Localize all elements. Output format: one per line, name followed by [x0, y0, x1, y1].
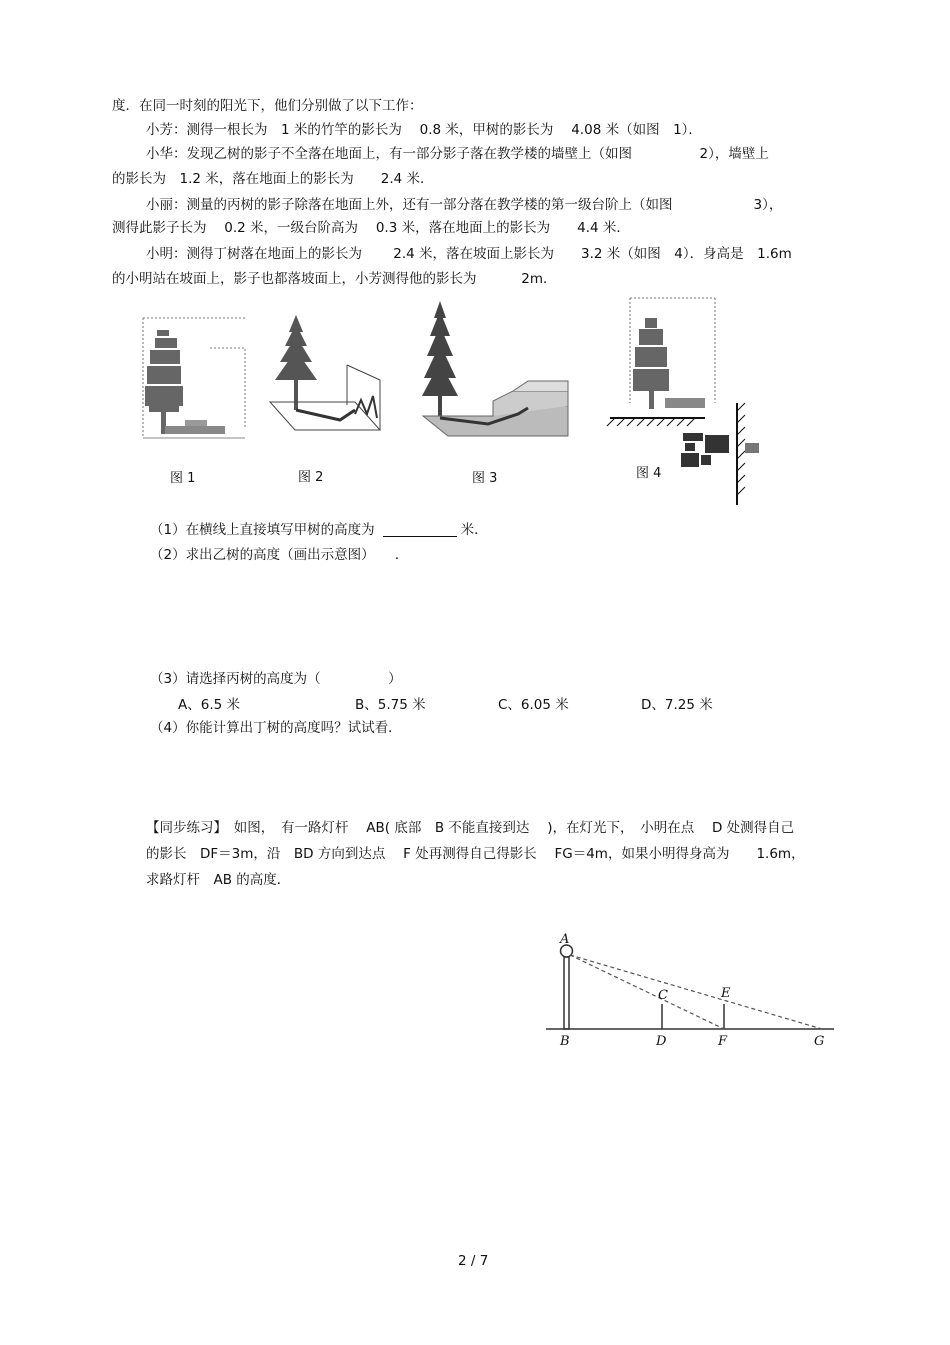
xiaoli-text-2: 测得此影子长为 0.2 米，一级台阶高为 0.3 米，落在地面上的影长为 4.4 米． — [112, 220, 630, 236]
practice-text-2: 的影长 DF＝3m，沿 BD 方向到达点 F 处再测得自己得影长 FG＝4m，如果小明得身高为 1.6m， — [146, 846, 805, 862]
intro-line: 度．在同一时刻的阳光下，他们分别做了以下工作： — [112, 98, 423, 114]
point-e-label: E — [721, 986, 731, 1001]
xiaoli-text-1: 小丽：测量的丙树的影子除落在地面上外，还有一部分落在教学楼的第一级台阶上（如图 3）， — [146, 197, 783, 213]
point-g-label: G — [814, 1034, 825, 1049]
answer-blank[interactable] — [383, 522, 457, 537]
option-b[interactable]: B、5.75 米 — [355, 697, 426, 713]
figure-1-tree-image — [135, 308, 250, 448]
lamp-post-ab — [564, 957, 569, 1029]
figure-2-caption: 图 2 — [298, 470, 324, 485]
question-4: （4）你能计算出丁树的高度吗？试试看． — [150, 720, 402, 736]
figure-1-caption: 图 1 — [170, 471, 196, 486]
xiaoming-text-1: 小明：测得丁树落在地面上的影长为 2.4 米，落在坡面上影长为 3.2 米（如图 4）．身高是 1.6m — [146, 246, 792, 262]
point-d-label: D — [656, 1034, 667, 1049]
streetlight-diagram — [540, 925, 840, 1055]
point-f-label: F — [718, 1034, 728, 1049]
xiaoming-text-2: 的小明站在坡面上，影子也都落坡面上，小芳测得他的影长为 2m． — [112, 271, 557, 287]
point-b-label: B — [560, 1034, 570, 1049]
question-1 — [150, 521, 488, 539]
option-d[interactable]: D、7.25 米 — [641, 697, 713, 713]
question-2: （2）求出乙树的高度（画出示意图） ． — [150, 547, 409, 563]
figure-3-tree-steps-image — [418, 296, 573, 441]
point-a-label: A — [560, 932, 570, 947]
practice-text-3: 求路灯杆 AB 的高度． — [146, 872, 291, 888]
question-1-text: （1）在横线上直接填写甲树的高度为 — [150, 522, 375, 538]
figure-2-tree-wall-image — [265, 310, 395, 440]
light-ray-to-g — [570, 955, 822, 1029]
question-3: （3）请选择丙树的高度为（ ） — [150, 671, 402, 687]
xiaohua-text-1: 小华：发现乙树的影子不全落在地面上，有一部分影子落在教学楼的墙壁上（如图 2），墙壁上 — [146, 146, 769, 162]
practice-text-1: 【同步练习】 如图， 有一路灯杆 AB( 底部 B 不能直接到达 )，在灯光下， 小明在点 D 处测得自己 — [146, 820, 795, 836]
page-number: 2 / 7 — [458, 1253, 489, 1269]
option-a[interactable]: A、6.5 米 — [178, 697, 240, 713]
light-ray-to-f — [570, 955, 724, 1029]
figure-4-tree-slope-image — [605, 293, 775, 508]
option-c[interactable]: C、6.05 米 — [498, 697, 569, 713]
question-1-unit: 米． — [460, 522, 488, 538]
figure-3-caption: 图 3 — [472, 471, 498, 486]
xiaofang-text: 小芳：测得一根长为 1 米的竹竿的影长为 0.8 米，甲树的影长为 4.08 米（如图 1）． — [146, 122, 702, 138]
point-c-label: C — [658, 988, 668, 1003]
figure-4-caption: 图 4 — [636, 466, 662, 481]
xiaohua-text-2: 的影长为 1.2 米，落在地面上的影长为 2.4 米． — [112, 171, 434, 187]
